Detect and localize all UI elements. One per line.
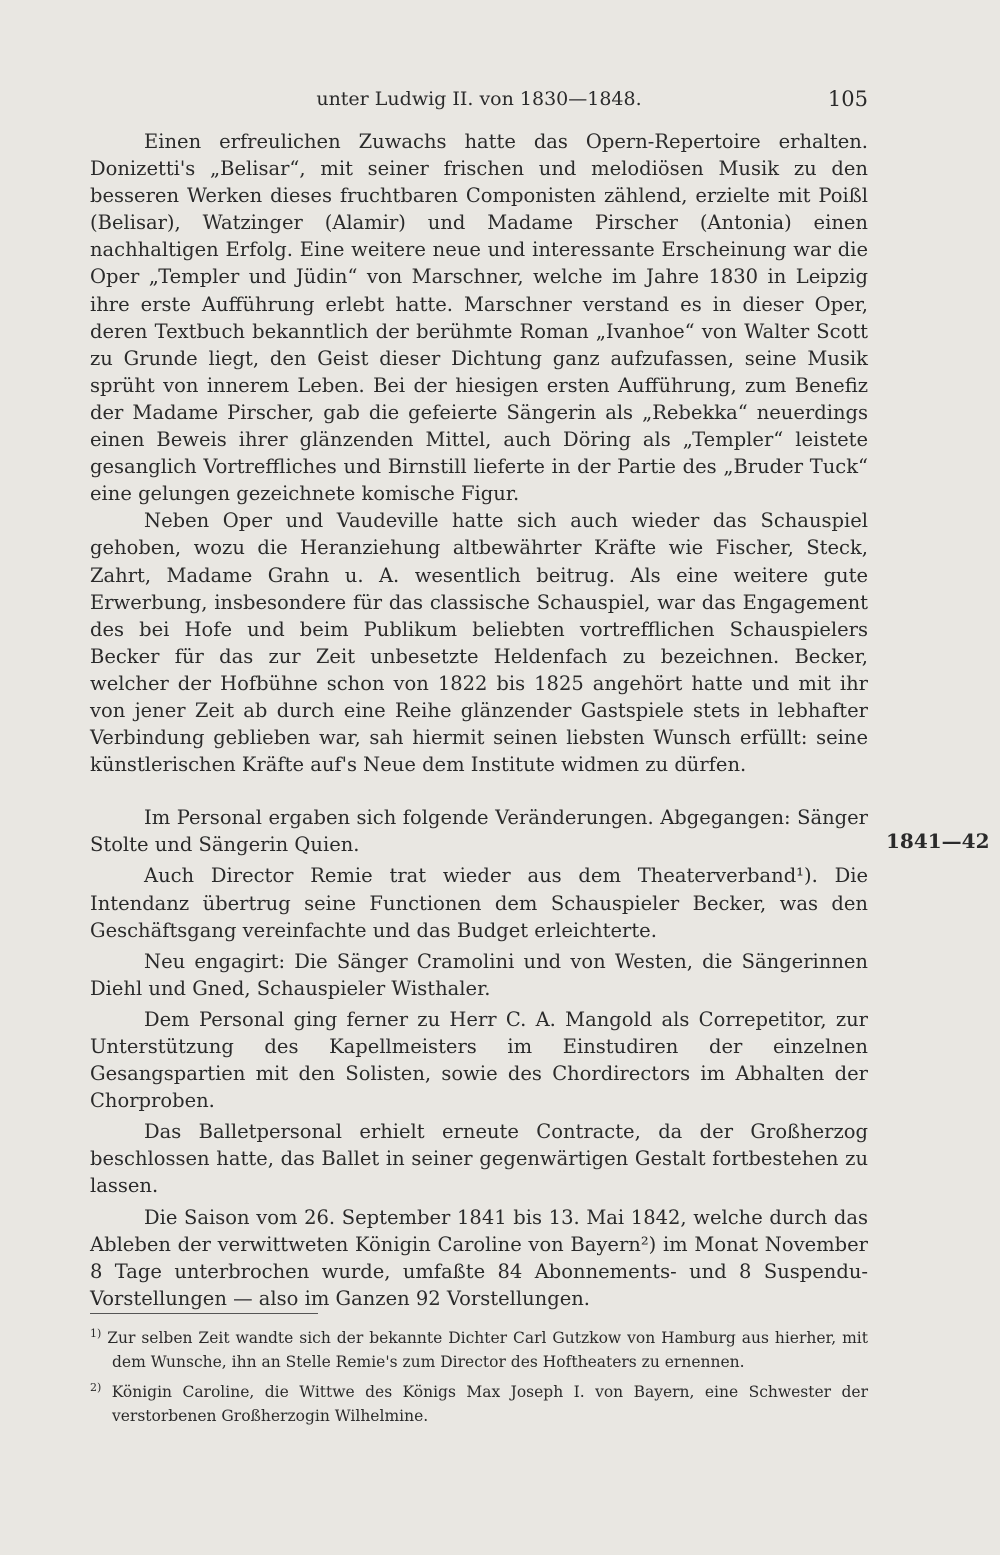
paragraph-saison: Die Saison vom 26. September 1841 bis 13. Mai 1842, welche durch das Ableben der verwittweten Königin Caroline von Bayern²) im Monat November 8 Tage unterbrochen wurde, umfaßte 84 Abonnements- und 8 Suspendu-Vorstellungen — also im Ganzen 92 Vorstellungen. xyxy=(90,1205,868,1310)
running-title: unter Ludwig II. von 1830—1848. xyxy=(316,88,642,110)
paragraph-engagements: Neu engagirt: Die Sänger Cramolini und von Westen, die Sängerinnen Diehl und Gned, Schauspieler Wisthaler. xyxy=(90,949,868,1000)
paragraph-opera: Einen erfreulichen Zuwachs hatte das Opern-Repertoire erhalten. Donizetti's „Belisar“, mit seiner frischen und melodiösen Musik zu den besseren Werken dieses fruchtbaren Componisten zählend, erzielte mit Poißl (Belisar), Watzinger (Alamir) und Madame Pirscher (Antonia) einen nachhaltigen Erfolg. Eine weitere neue und interessante Erscheinung war die Oper „Templer und Jüdin“ von Marschner, welche im Jahre 1830 in Leipzig ihre erste Aufführung erlebt hatte. Marschner verstand es in dieser Oper, deren Textbuch bekanntlich der berühmte Roman „Ivanhoe“ von Walter Scott zu Grunde liegt, den Geist dieser Dichtung ganz aufzufassen, seine Musik sprüht von innerem Leben. Bei der hiesigen ersten Aufführung, zum Benefiz der Madame Pirscher, gab die gefeierte Sängerin als „Rebekka“ neuerdings einen Beweis ihrer glänzenden Mittel, auch Döring als „Templer“ leistete gesanglich Vortreffliches und Birnstill lieferte in der Partie des „Bruder Tuck“ eine gelungen gezeichnete komische Figur. xyxy=(90,130,868,506)
margin-note-season: 1841—42 xyxy=(886,829,990,853)
paragraph-correpetitor: Dem Personal ging ferner zu Herr C. A. Mangold als Correpetitor, zur Unterstützung des Kapellmeisters im Einstudiren der einzelnen Gesangspartien mit den Solisten, sowie des Chordirectors im Abhalten der Chorproben. xyxy=(90,1007,868,1113)
paragraph-director: Auch Director Remie trat wieder aus dem Theaterverband¹). Die Intendanz übertrug seine Functionen dem Schauspieler Becker, was den Geschäftsgang vereinfachte und das Budget erleichterte. xyxy=(90,864,868,942)
footnotes xyxy=(90,1322,868,1430)
footnote xyxy=(90,1376,868,1428)
footnote-mark: 1) xyxy=(90,1327,102,1340)
page-number: 105 xyxy=(827,87,868,111)
footnote-divider xyxy=(90,1313,318,1314)
page-header xyxy=(90,84,868,114)
footnote-text: Zur selben Zeit wandte sich der bekannte Dichter Carl Gutzkow von Hamburg aus hierher, mit dem Wunsche, ihn an Stelle Remie's zum Director des Hoftheaters zu ernennen. xyxy=(107,1329,868,1372)
paragraph-personal: Im Personal ergaben sich folgende Veränderungen. Abgegangen: Sänger Stolte und Sängerin Quien. xyxy=(90,806,868,857)
paragraph-ballet: Das Balletpersonal erhielt erneute Contracte, da der Großherzog beschlossen hatte, das Ballet in seiner gegenwärtigen Gestalt fortbestehen zu lassen. xyxy=(90,1120,868,1198)
paragraph-schauspiel: Neben Oper und Vaudeville hatte sich auch wieder das Schauspiel gehoben, wozu die Heranziehung altbewährter Kräfte wie Fischer, Steck, Zahrt, Madame Grahn u. A. wesentlich beitrug. Als eine weitere gute Erwerbung, insbesondere für das classische Schauspiel, war das Engagement des bei Hofe und beim Publikum beliebten vortrefflichen Schauspielers Becker für das zur Zeit unbesetzte Heldenfach zu bezeichnen. Becker, welcher der Hofbühne schon von 1822 bis 1825 angehört hatte und mit ihr von jener Zeit ab durch eine Reihe glänzender Gastspiele stets in lebhafter Verbindung geblieben war, sah hiermit seinen liebsten Wunsch erfüllt: seine künstlerischen Kräfte auf's Neue dem Institute widmen zu dürfen. xyxy=(90,509,868,777)
body-text xyxy=(90,128,868,1312)
footnote-text: Königin Caroline, die Wittwe des Königs Max Joseph I. von Bayern, eine Schwester der verstorbenen Großherzogin Wilhelmine. xyxy=(111,1383,868,1426)
footnote xyxy=(90,1322,868,1374)
footnote-mark: 2) xyxy=(90,1381,102,1395)
